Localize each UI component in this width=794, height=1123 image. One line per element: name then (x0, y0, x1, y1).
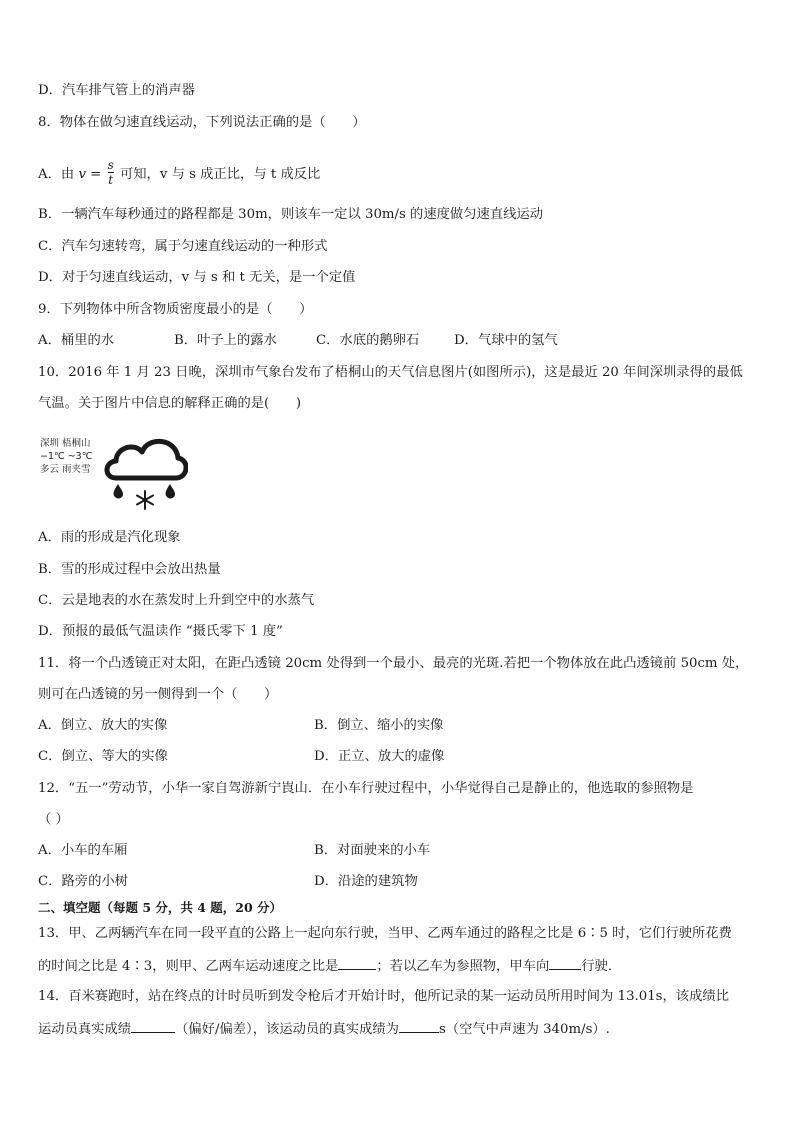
q12-stem-line2: （ ） (38, 812, 69, 827)
cloud-icon (107, 441, 186, 478)
weather-condition: 多云 雨夹雪 (40, 464, 91, 475)
q10-stem-line1: 10．2016 年 1 月 23 日晚，深圳市气象台发布了梧桐山的天气信息图片(如图所示)，这是最近 20 年间深圳录得的最低 (38, 365, 743, 380)
q8-option-a-suffix: 可知，v 与 s 成正比，与 t 成反比 (115, 167, 321, 182)
q13-line2-part1: 的时间之比是 4∶3，则甲、乙两车运动速度之比是 (38, 959, 339, 974)
q10-option-b: B．雪的形成过程中会放出热量 (38, 562, 221, 577)
q8-option-a-var: v (78, 167, 86, 182)
q8-option-a-eq: = (85, 167, 106, 182)
q8-option-a-fraction (108, 158, 114, 187)
q8-fraction-numerator: s (107, 158, 114, 172)
q10-option-a: A．雨的形成是汽化现象 (38, 530, 181, 545)
q9-option-c: C．水底的鹅卵石 (316, 333, 420, 348)
section-2-title: 二、填空题（每题 5 分，共 4 题，20 分） (38, 900, 283, 915)
q14-line2 (38, 1018, 610, 1040)
q10-option-c: C．云是地表的水在蒸发时上升到空中的水蒸气 (38, 593, 315, 608)
q12-option-a: A．小车的车厢 (38, 843, 128, 858)
weather-figure (38, 428, 188, 520)
q7-option-d: D．汽车排气管上的消声器 (38, 83, 195, 98)
q8-option-c: C．汽车匀速转弯，属于匀速直线运动的一种形式 (38, 239, 328, 254)
q14-blank-true-time[interactable] (399, 1018, 439, 1033)
q8-stem: 8．物体在做匀速直线运动，下列说法正确的是（ ） (38, 115, 366, 130)
weather-temperature: −1℃ ~3℃ (40, 451, 93, 462)
q13-line2 (38, 955, 621, 977)
q14-line2-part1: 运动员真实成绩 (38, 1022, 132, 1037)
q11-option-a: A．倒立、放大的实像 (38, 718, 168, 733)
q14-blank-better-worse[interactable] (131, 1018, 175, 1033)
q14-line1: 14．百米赛跑时，站在终点的计时员听到发令枪后才开始计时，他所记录的某一运动员所用时间为 13.01s，该成绩比 (38, 989, 729, 1004)
q9-option-d: D．气球中的氢气 (454, 333, 558, 348)
q8-option-b: B．一辆汽车每秒通过的路程都是 30m，则该车一定以 30m/s 的速度做匀速直线运动 (38, 207, 544, 222)
q9-stem: 9．下列物体中所含物质密度最小的是（ ） (38, 302, 313, 317)
q11-option-c: C．倒立、等大的实像 (38, 749, 168, 764)
q8-option-a-prefix: A．由 (38, 167, 75, 182)
raindrop-right-icon (166, 484, 175, 498)
q12-option-c: C．路旁的小树 (38, 874, 128, 889)
q11-stem-line1: 11．将一个凸透镜正对太阳，在距凸透镜 20cm 处得到一个最小、最亮的光斑.若把一个物体放在此凸透镜前 50cm 处， (38, 656, 749, 671)
q9-option-b: B．叶子上的露水 (174, 333, 277, 348)
q11-option-d: D．正立、放大的虚像 (314, 749, 445, 764)
q9-option-a: A．桶里的水 (38, 333, 115, 348)
q12-option-b: B．对面驶来的小车 (314, 843, 431, 858)
q12-stem-line1: 12．“五一”劳动节，小华一家自驾游新宁崀山．在小车行驶过程中，小华觉得自己是静止的，他选取的参照物是 (38, 781, 694, 796)
snowflake-icon (137, 491, 153, 509)
q14-line2-part3: s（空气中声速为 340m/s）. (438, 1022, 610, 1037)
q12-option-d: D．沿途的建筑物 (314, 874, 418, 889)
q13-blank-direction[interactable] (549, 955, 581, 970)
q11-option-b: B．倒立、缩小的实像 (314, 718, 444, 733)
weather-location: 深圳 梧桐山 (40, 438, 91, 449)
q10-stem-line2: 气温。关于图片中信息的解释正确的是( ) (38, 396, 302, 411)
q13-blank-speed-ratio[interactable] (338, 955, 376, 970)
q8-fraction-denominator: t (108, 173, 114, 187)
raindrop-left-icon (114, 484, 123, 498)
q8-option-d: D．对于匀速直线运动，v 与 s 和 t 无关，是一个定值 (38, 270, 356, 285)
q13-line2-part2: ；若以乙车为参照物，甲车向 (376, 959, 550, 974)
q10-option-d: D．预报的最低气温读作 “摄氏零下 1 度” (38, 624, 283, 639)
q13-line1: 13．甲、乙两辆汽车在同一段平直的公路上一起向东行驶，当甲、乙两车通过的路程之比是 6∶5 时，它们行驶所花费 (38, 926, 732, 941)
q8-option-a (38, 160, 320, 189)
q13-line2-part3: 行驶． (581, 959, 622, 974)
q14-line2-part2: （偏好/偏差），该运动员的真实成绩为 (175, 1022, 399, 1037)
weather-icon (38, 428, 188, 520)
q11-stem-line2: 则可在凸透镜的另一侧得到一个（ ） (38, 687, 278, 702)
